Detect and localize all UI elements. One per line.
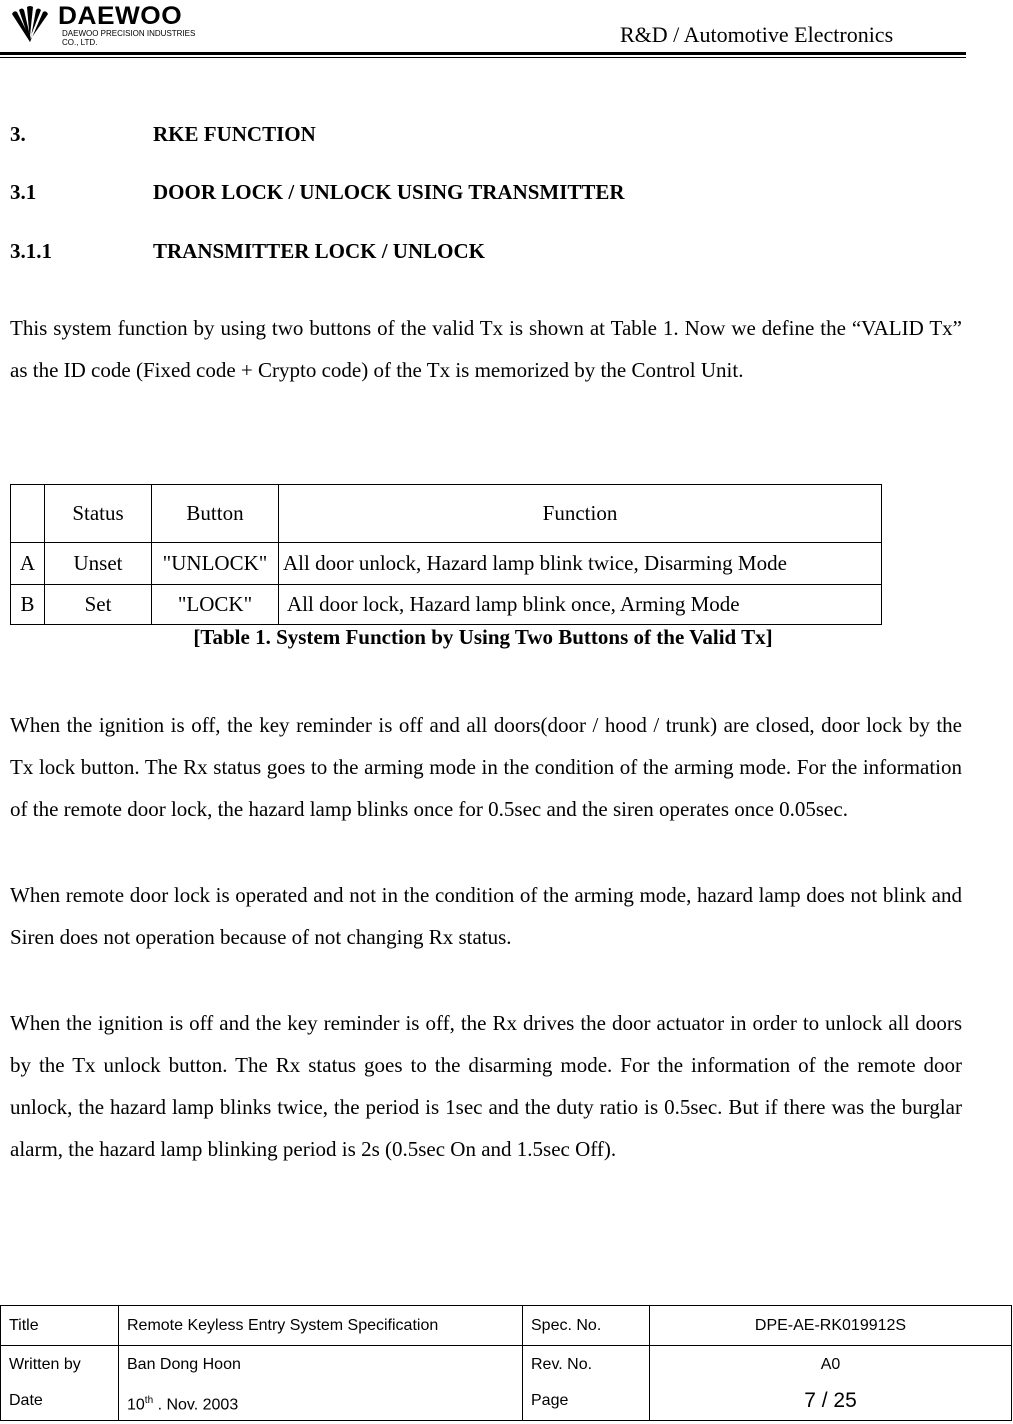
- table-row: [11, 543, 882, 585]
- date-rest: . Nov. 2003: [153, 1396, 239, 1414]
- footer-page-label: Page: [531, 1392, 569, 1409]
- lock-paragraph: When the ignition is off, the key reminder is off and all doors(door / hood / trunk) are closed, door lock by the Tx lock button. The Rx status goes to the arming mode in the condition of the arming mode. For the information of the remote door lock, the hazard lamp blinks once for 0.5sec and the siren operates once 0.05sec.: [10, 713, 962, 821]
- function-table: [10, 484, 882, 625]
- footer-rev-page-labels: [523, 1346, 650, 1421]
- logo-subtitle: DAEWOO PRECISION INDUSTRIES: [62, 29, 196, 38]
- footer-labels: [1, 1346, 119, 1421]
- header-rule: [0, 52, 966, 55]
- table-header-cell: Function: [279, 485, 882, 543]
- table-cell: B: [11, 585, 45, 625]
- company-logo: [8, 2, 196, 47]
- footer-rev-page-values: [650, 1346, 1012, 1421]
- footer-title-value: Remote Keyless Entry System Specification: [119, 1306, 523, 1346]
- table-cell: Set: [45, 585, 152, 625]
- footer-row: [1, 1346, 1012, 1421]
- footer-row: [1, 1306, 1012, 1346]
- footer-written-label: Written by: [9, 1356, 81, 1373]
- footer-title-label: Title: [1, 1306, 119, 1346]
- footer-spec-value: DPE-AE-RK019912S: [650, 1306, 1012, 1346]
- footer-rev-label: Rev. No.: [531, 1356, 593, 1373]
- daewoo-shell-logo-icon: [8, 4, 52, 44]
- date-day: 10: [127, 1396, 145, 1414]
- department-label: R&D / Automotive Electronics: [620, 22, 894, 47]
- date-suffix: th: [144, 1395, 154, 1406]
- footer-page-value: 7 / 25: [804, 1389, 857, 1412]
- section-title: TRANSMITTER LOCK / UNLOCK: [153, 239, 485, 263]
- footer-date-value: [127, 1383, 522, 1419]
- logo-brand-text: DAEWOO: [58, 2, 183, 30]
- section-title: DOOR LOCK / UNLOCK USING TRANSMITTER: [153, 180, 625, 204]
- unlock-paragraph: When the ignition is off and the key reminder is off, the Rx drives the door actuator in order to unlock all doors by the Tx unlock button. The Rx status goes to the disarming mode. For the information of the remote door unlock, the hazard lamp blinks twice, the period is 1sec and the duty ratio is 0.5sec. But if there was the burglar alarm, the hazard lamp blinking period is 2s (0.5sec On and 1.5sec Off).: [10, 1011, 962, 1161]
- section-number: 3.1.1: [10, 239, 52, 263]
- footer-date-label: Date: [9, 1392, 43, 1409]
- table-header-cell: Button: [152, 485, 279, 543]
- section-number: 3.: [10, 122, 26, 146]
- table-cell: "UNLOCK": [152, 543, 279, 585]
- table-header-cell: [11, 485, 45, 543]
- document-footer: [0, 1305, 1012, 1421]
- table-cell: All door unlock, Hazard lamp blink twice, Disarming Mode: [279, 543, 882, 585]
- footer-values: [119, 1346, 523, 1421]
- table-header-row: [11, 485, 882, 543]
- table-header-cell: Status: [45, 485, 152, 543]
- lock-paragraph-2: When remote door lock is operated and not in the condition of the arming mode, hazard lamp does not blink and Siren does not operation because of not changing Rx status.: [10, 883, 962, 949]
- table-cell: A: [11, 543, 45, 585]
- table-cell: Unset: [45, 543, 152, 585]
- table-row: [11, 585, 882, 625]
- logo-subtitle-2: CO., LTD.: [62, 38, 98, 47]
- section-number: 3.1: [10, 180, 37, 204]
- table-cell: "LOCK": [152, 585, 279, 625]
- footer-written-value: Ban Dong Hoon: [127, 1356, 241, 1373]
- table-cell: All door lock, Hazard lamp blink once, Arming Mode: [279, 585, 882, 625]
- table-caption: [Table 1. System Function by Using Two Buttons of the Valid Tx]: [193, 625, 773, 649]
- section-title: RKE FUNCTION: [153, 122, 316, 146]
- header-rule-thin: [0, 57, 966, 58]
- intro-paragraph: This system function by using two buttons of the valid Tx is shown at Table 1. Now we define the “VALID Tx” as the ID code (Fixed code + Crypto code) of the Tx is memorized by the Control Unit.: [10, 316, 962, 382]
- footer-spec-label: Spec. No.: [523, 1306, 650, 1346]
- footer-rev-value: A0: [820, 1356, 841, 1373]
